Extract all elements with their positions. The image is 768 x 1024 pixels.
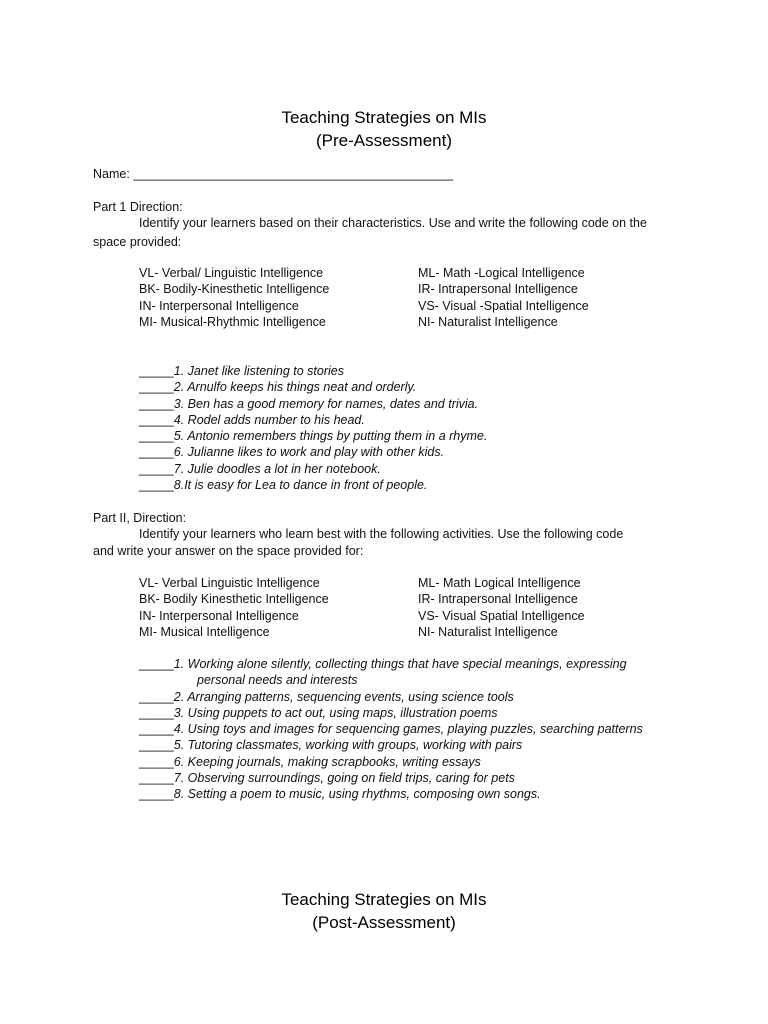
pre-subtitle: (Pre-Assessment) (315, 131, 453, 150)
answer-blank[interactable]: _____ (139, 657, 174, 671)
part2-heading: Part II, Direction: (93, 511, 187, 525)
code-item: IN- Interpersonal Intelligence (139, 608, 299, 623)
part1-heading: Part 1 Direction: (93, 200, 183, 214)
post-title: Teaching Strategies on MIs (281, 890, 487, 909)
item-text: 1. Working alone silently, collecting things that have special meanings, expressing (173, 657, 627, 671)
code-item: VL- Verbal Linguistic Intelligence (139, 576, 320, 590)
list-item (139, 477, 487, 493)
code-item: MI- Musical-Rhythmic Intelligence (139, 314, 326, 329)
item-text: 3. Using puppets to act out, using maps, illustration poems (173, 705, 498, 720)
list-item-continuation (139, 672, 643, 688)
list-item (139, 786, 643, 802)
code-item: BK- Bodily Kinesthetic Intelligence (139, 592, 329, 607)
code-item: VS- Visual Spatial Intelligence (418, 608, 585, 623)
item-text: 4. Rodel adds number to his head. (173, 412, 365, 427)
post-subtitle: (Post-Assessment) (312, 913, 456, 932)
answer-blank[interactable]: _____ (139, 771, 174, 786)
answer-blank[interactable]: _____ (139, 445, 174, 460)
code-item: ML- Math Logical Intelligence (418, 576, 581, 590)
part1-items (139, 363, 487, 493)
list-item (139, 656, 643, 672)
list-item (139, 737, 643, 753)
part2-codes-right (418, 575, 585, 640)
code-item: VS- Visual -Spatial Intelligence (418, 298, 589, 313)
list-item (139, 705, 643, 721)
answer-blank[interactable]: _____ (139, 722, 174, 737)
code-item: IN- Interpersonal Intelligence (139, 298, 299, 313)
name-line: Name: ______________________________________________ (93, 167, 454, 181)
list-item (139, 721, 643, 737)
answer-blank[interactable]: _____ (139, 754, 174, 769)
answer-blank[interactable]: _____ (139, 380, 174, 395)
answer-blank[interactable]: _____ (139, 429, 174, 444)
item-text: 4. Using toys and images for sequencing games, playing puzzles, searching patterns (173, 722, 643, 737)
list-item (139, 379, 487, 395)
code-item: IR- Intrapersonal Intelligence (418, 592, 578, 607)
code-item: VL- Verbal/ Linguistic Intelligence (139, 266, 324, 280)
list-item (139, 412, 487, 428)
answer-blank[interactable]: _____ (139, 396, 174, 411)
answer-blank[interactable]: _____ (139, 364, 174, 378)
list-item (139, 689, 643, 705)
code-item: NI- Naturalist Intelligence (418, 314, 558, 329)
part2-direction-line1: Identify your learners who learn best with the following activities. Use the following code (139, 527, 624, 541)
list-item (139, 396, 487, 412)
part1-codes-right (418, 265, 589, 330)
item-text: personal needs and interests (197, 673, 358, 688)
answer-blank[interactable]: _____ (139, 787, 174, 802)
item-text: 1. Janet like listening to stories (173, 364, 344, 378)
answer-blank[interactable]: _____ (139, 461, 174, 476)
list-item (139, 428, 487, 444)
code-item: IR- Intrapersonal Intelligence (418, 282, 578, 297)
part1-direction-line1: Identify your learners based on their characteristics. Use and write the following code on the (139, 216, 647, 230)
item-text: 5. Antonio remembers things by putting them in a rhyme. (173, 429, 488, 444)
item-text: 2. Arnulfo keeps his things neat and orderly. (173, 380, 417, 395)
part2-direction-line2: and write your answer on the space provided for: (93, 544, 364, 558)
list-item (139, 461, 487, 477)
list-item (139, 444, 487, 460)
pre-title: Teaching Strategies on MIs (281, 108, 487, 127)
list-item (139, 754, 643, 770)
part1-codes-left (139, 265, 329, 330)
item-text: 7. Julie doodles a lot in her notebook. (173, 461, 381, 476)
list-item (139, 363, 487, 379)
item-text: 8.It is easy for Lea to dance in front of people. (173, 478, 428, 493)
list-item (139, 770, 643, 786)
part1-direction-line2: space provided: (93, 235, 182, 249)
answer-blank[interactable]: _____ (139, 689, 174, 704)
code-item: MI- Musical Intelligence (139, 624, 270, 639)
code-item: ML- Math -Logical Intelligence (418, 266, 585, 280)
answer-blank[interactable]: _____ (139, 412, 174, 427)
answer-blank[interactable]: _____ (139, 738, 174, 753)
item-text: 5. Tutoring classmates, working with groups, working with pairs (173, 738, 523, 753)
item-text: 6. Keeping journals, making scrapbooks, writing essays (173, 754, 481, 769)
item-text: 7. Observing surroundings, going on field trips, caring for pets (173, 771, 515, 786)
item-text: 3. Ben has a good memory for names, dates and trivia. (173, 396, 479, 411)
code-item: BK- Bodily-Kinesthetic Intelligence (139, 282, 330, 297)
code-item: NI- Naturalist Intelligence (418, 624, 558, 639)
answer-blank[interactable]: _____ (139, 705, 174, 720)
part2-items (139, 656, 643, 803)
part2-codes-left (139, 575, 329, 640)
item-text: 8. Setting a poem to music, using rhythms, composing own songs. (173, 787, 541, 802)
answer-blank[interactable]: _____ (139, 478, 174, 493)
item-text: 6. Julianne likes to work and play with other kids. (173, 445, 445, 460)
item-text: 2. Arranging patterns, sequencing events, using science tools (173, 689, 514, 704)
